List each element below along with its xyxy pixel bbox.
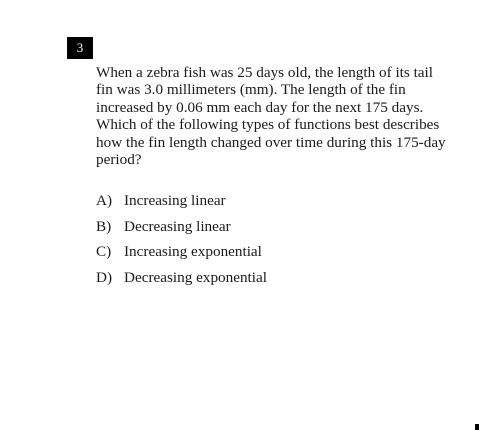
question-stem: When a zebra fish was 25 days old, the length of its tail fin was 3.0 millimeters (mm). The length of the fin increased by 0.06 mm each day for the next 175 days. Which of the following types of functions best describes how the fin length changed over time during this 175-day period? — [96, 64, 446, 169]
choice-letter: D) — [96, 268, 113, 286]
choice-text: Decreasing exponential — [124, 268, 267, 286]
choice-c[interactable] — [96, 243, 267, 269]
choice-letter: B) — [96, 217, 112, 235]
choice-letter: A) — [96, 192, 113, 209]
choice-a[interactable] — [96, 192, 267, 218]
choice-text: Increasing linear — [124, 192, 226, 209]
answer-choices — [96, 192, 267, 294]
choice-b[interactable] — [96, 218, 267, 244]
choice-letter: C) — [96, 243, 112, 260]
question-number-badge: 3 — [67, 37, 93, 59]
page-edge-mark — [475, 424, 479, 430]
choice-text: Decreasing linear — [124, 217, 231, 235]
choice-text: Increasing exponential — [124, 243, 262, 260]
choice-d[interactable] — [96, 269, 267, 295]
